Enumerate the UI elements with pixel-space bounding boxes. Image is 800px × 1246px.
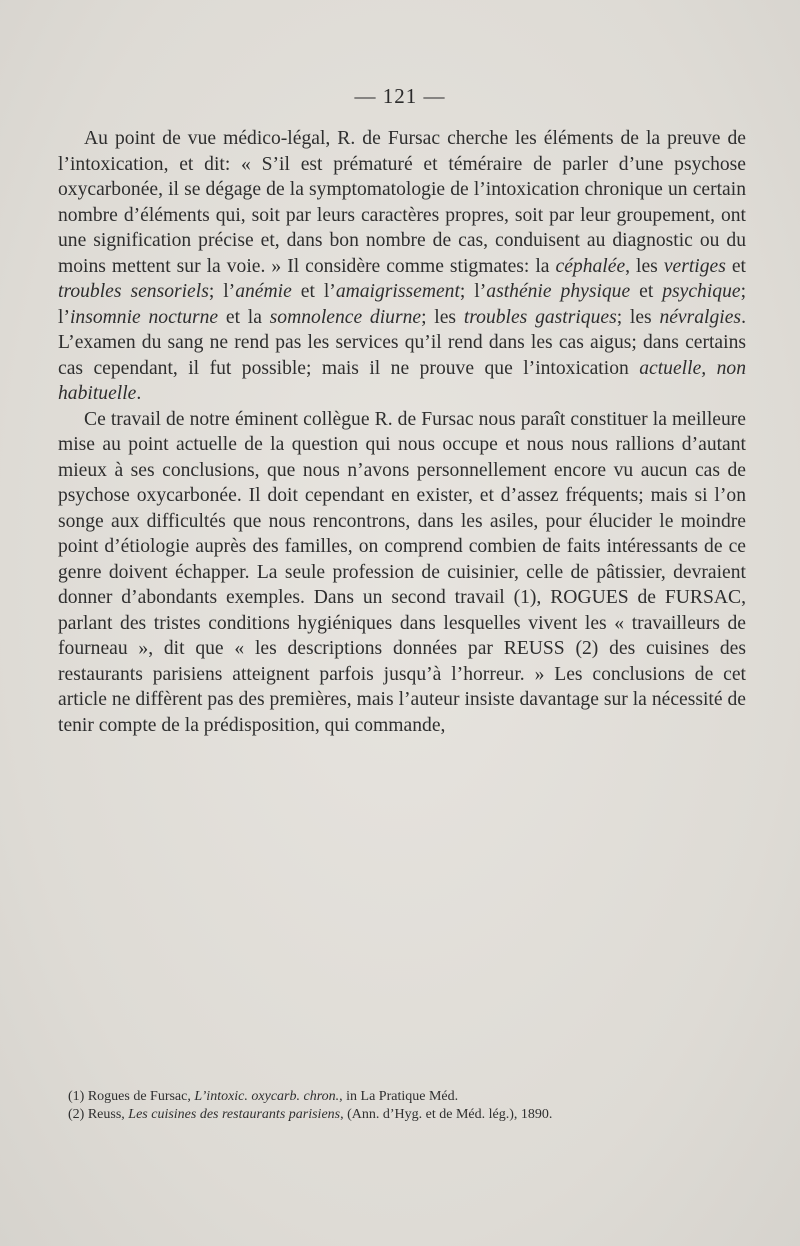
paragraph-1-segment: et l’ <box>291 281 336 302</box>
paragraph-1-segment: ; les <box>421 306 464 328</box>
paragraph-1-segment: ; l’ <box>208 281 236 302</box>
paragraph-1-segment-italic: névralgies <box>659 306 742 328</box>
paragraph-1-segment: Au point de vue médico-légal, R. de Fursac cherche les éléments de la preuve de l’intoxication, et dit: « S’il est prématuré et téméraire de parler d’une psychose oxycarbonée, il se dégage de la symptomatologie de l’intoxication chronique un certain nombre d’éléments qui, soit par leurs caractères propres, soit par leur groupement, ont une signification précise et, dans bon nombre de cas, conduisent au diagnostic ou du moins mettent sur la voie. » Il considère comme stigmates: la <box>58 128 746 277</box>
footnote-1-segment: (1) Rogues de Fursac, <box>68 1089 195 1104</box>
paragraph-1-segment-italic: anémie <box>235 281 292 302</box>
paragraph-1-segment: , les <box>625 255 664 277</box>
paragraph-1-segment-italic: troubles sensoriels <box>58 281 209 302</box>
paragraph-1-segment-italic: somnolence diurne <box>269 306 422 328</box>
paragraph-1-segment: . <box>136 383 142 404</box>
paragraph-1-segment-italic: troubles gastriques <box>463 306 617 328</box>
paragraph-1-segment-italic: vertiges <box>663 255 726 277</box>
paragraph-1-segment-italic: asthénie physique <box>486 281 631 302</box>
footnote-2-segment-italic: Les cuisines des restaurants parisiens <box>128 1106 341 1122</box>
paragraph-1 <box>58 126 746 407</box>
paragraph-1-segment-italic: insomnie nocturne <box>69 306 219 328</box>
footnote-2 <box>58 1106 746 1124</box>
footnote-2-segment: (2) Reuss, <box>68 1106 129 1122</box>
footnote-1-segment-italic: L’intoxic. oxycarb. chron. <box>194 1089 340 1104</box>
paragraph-1-segment: et <box>630 281 663 302</box>
paragraph-1-segment-italic: amaigrissement <box>335 281 460 302</box>
paragraph-1-segment: et <box>725 255 746 277</box>
paragraph-1-segment: ; l’ <box>459 281 487 302</box>
paragraph-1-segment: ; l’ <box>58 281 747 328</box>
footnote-1-segment: , in La Pratique Méd. <box>339 1089 459 1104</box>
footnote-2-segment: , (Ann. d’Hyg. et de Méd. lég.), 1890. <box>340 1106 553 1122</box>
page-number: — 121 — <box>354 84 446 108</box>
paragraph-1-segment: ; les <box>616 306 660 328</box>
footnote-1 <box>58 1088 746 1106</box>
paragraph-2 <box>58 407 746 739</box>
body-text <box>58 126 746 738</box>
paragraph-2-segment: Ce travail de notre éminent collègue R. de Fursac nous paraît constituer la meilleure mise au point actuelle de la question qui nous occupe et nous nous rallions d’autant mieux à ses conclusions, que nous n’avons personnellement encore vu aucun cas de psychose oxycarbonée. Il doit cependant en exister, et d’assez fréquents; mais si l’on songe aux difficultés que nous rencontrons, dans les asiles, pour élucider le moindre point d’étiologie auprès des familles, on comprend combien de faits intéressants de ce genre doivent échapper. La seule profession de cuisinier, celle de pâtissier, devraient donner d’abondants exemples. Dans un second travail (1), ROGUES de FURSAC, parlant des tristes conditions hygiéniques dans lesquelles vivent les « travailleurs de fourneau », dit que « les descriptions données par REUSS (2) des cuisines des restaurants parisiens atteignent parfois jusqu’à l’horreur. » Les conclusions de cet article ne diffèrent pas des premières, mais l’auteur insiste davantage sur la nécessité de tenir compte de la prédisposition, qui commande, <box>58 408 746 736</box>
paragraph-1-segment-italic: actuelle, non habituelle <box>58 357 747 404</box>
paragraph-1-segment-italic: psychique <box>662 281 741 302</box>
paragraph-1-segment: et la <box>218 306 270 328</box>
paragraph-1-segment: . L’examen du sang ne rend pas les services qu’il rend dans les cas aigus; dans certains cas cependant, il fut possible; mais il ne prouve que l’intoxication <box>58 306 746 379</box>
paragraph-1-segment-italic: céphalée <box>555 255 626 277</box>
footnotes <box>58 1088 746 1123</box>
